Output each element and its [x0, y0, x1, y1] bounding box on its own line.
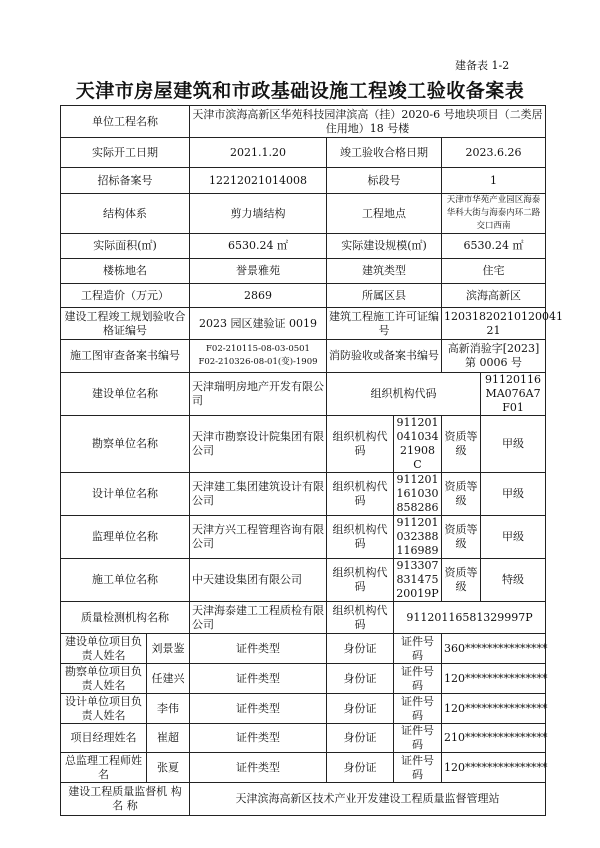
person-role: 建设单位项目负责人姓名	[61, 634, 147, 664]
row-builder	[61, 373, 546, 416]
label-district: 所属区县	[327, 284, 442, 308]
label-acceptance-date: 竣工验收合格日期	[327, 138, 442, 168]
value-drawing	[190, 340, 327, 373]
label-quality-test: 质量检测机构名称	[61, 602, 190, 634]
value-structure: 剪力墙结构	[190, 194, 327, 234]
label-cost: 工程造价（万元）	[61, 284, 190, 308]
label-tender: 招标备案号	[61, 168, 190, 194]
value-design-qual: 甲级	[481, 473, 546, 516]
cert-type-label: 证件类型	[190, 724, 327, 753]
cert-type-value: 身份证	[327, 753, 394, 783]
label-project-unit: 单位工程名称	[61, 106, 190, 138]
cert-no-value: 360***************	[442, 634, 546, 664]
value-planning: 2023 园区建验证 0019	[190, 308, 327, 340]
row-drawing	[61, 340, 546, 373]
value-supervision-qual: 甲级	[481, 516, 546, 559]
label-supervision: 监理单位名称	[61, 516, 190, 559]
label-construction-qual: 资质等级	[442, 559, 481, 602]
value-premises: 誉景雅苑	[190, 259, 327, 284]
row-premises	[61, 259, 546, 284]
cert-no-value: 120***************	[442, 694, 546, 724]
value-location: 天津市华苑产业园区海泰华科大街与海泰内环二路交口西南	[442, 194, 546, 234]
row-construction	[61, 559, 546, 602]
label-design-qual: 资质等级	[442, 473, 481, 516]
value-start-date: 2021.1.20	[190, 138, 327, 168]
value-tender: 12212021014008	[190, 168, 327, 194]
label-survey-code: 组织机构代码	[327, 416, 394, 473]
person-name: 李伟	[147, 694, 190, 724]
cert-type-value: 身份证	[327, 724, 394, 753]
value-supervision-code: 911201032388116989	[394, 516, 442, 559]
cert-no-value: 210***************	[442, 724, 546, 753]
cert-type-label: 证件类型	[190, 753, 327, 783]
row-supervision-station	[61, 783, 546, 816]
value-drawing-line1: F02-210115-08-03-0501	[206, 344, 310, 354]
value-section: 1	[442, 168, 546, 194]
label-construction: 施工单位名称	[61, 559, 190, 602]
label-design-code: 组织机构代码	[327, 473, 394, 516]
label-survey: 勘察单位名称	[61, 416, 190, 473]
row-start-date	[61, 138, 546, 168]
cert-no-label: 证件号码	[394, 724, 442, 753]
label-supervision-code: 组织机构代码	[327, 516, 394, 559]
cert-type-label: 证件类型	[190, 634, 327, 664]
cert-type-value: 身份证	[327, 694, 394, 724]
person-name: 任建兴	[147, 664, 190, 694]
label-quality-test-code: 组织机构代码	[327, 602, 394, 634]
value-cost: 2869	[190, 284, 327, 308]
person-row	[61, 724, 546, 753]
label-location: 工程地点	[327, 194, 442, 234]
label-supervision-qual: 资质等级	[442, 516, 481, 559]
value-builder-code: 91120116MA076A7F01	[481, 373, 546, 416]
person-row	[61, 753, 546, 783]
value-acceptance-date: 2023.6.26	[442, 138, 546, 168]
label-supervision-station: 建设工程质量监督机 构 名 称	[61, 783, 190, 816]
cert-type-value: 身份证	[327, 634, 394, 664]
cert-no-label: 证件号码	[394, 694, 442, 724]
value-quality-test-code: 91120116581329997P	[394, 602, 546, 634]
row-project-unit	[61, 106, 546, 138]
value-building-type: 住宅	[442, 259, 546, 284]
label-permit: 建筑工程施工许可证编号	[327, 308, 442, 340]
row-supervision	[61, 516, 546, 559]
cert-type-label: 证件类型	[190, 694, 327, 724]
cert-no-value: 120***************	[442, 664, 546, 694]
value-survey: 天津市勘察设计院集团有限公司	[190, 416, 327, 473]
value-scale: 6530.24 ㎡	[442, 234, 546, 259]
value-construction-qual: 特级	[481, 559, 546, 602]
value-district: 滨海高新区	[442, 284, 546, 308]
value-construction-code: 91330783147520019P	[394, 559, 442, 602]
value-fire: 高新消验字[2023]第 0006 号	[442, 340, 546, 373]
label-drawing: 施工图审查备案书编号	[61, 340, 190, 373]
row-area	[61, 234, 546, 259]
value-drawing-line2: F02-210326-08-01(变)-1909	[198, 357, 318, 367]
person-name: 刘景鉴	[147, 634, 190, 664]
value-project-unit: 天津市滨海高新区华苑科技园津滨高（挂）2020-6 号地块项目（二类居住用地）18 号楼	[190, 106, 546, 138]
page-title: 天津市房屋建筑和市政基础设施工程竣工验收备案表	[75, 80, 525, 102]
value-builder: 天津瑞明房地产开发有限公司	[190, 373, 327, 416]
label-design: 设计单位名称	[61, 473, 190, 516]
row-tender	[61, 168, 546, 194]
label-structure: 结构体系	[61, 194, 190, 234]
person-row	[61, 664, 546, 694]
label-fire: 消防验收或备案书编号	[327, 340, 442, 373]
row-survey	[61, 416, 546, 473]
label-premises: 楼栋地名	[61, 259, 190, 284]
value-construction: 中天建设集团有限公司	[190, 559, 327, 602]
label-section: 标段号	[327, 168, 442, 194]
person-role: 项目经理姓名	[61, 724, 147, 753]
value-supervision: 天津方兴工程管理咨询有限公司	[190, 516, 327, 559]
person-row	[61, 694, 546, 724]
cert-no-label: 证件号码	[394, 634, 442, 664]
row-quality-test	[61, 602, 546, 634]
filing-form-table	[60, 105, 563, 816]
value-design: 天津建工集团建筑设计有限公司	[190, 473, 327, 516]
form-code: 建备表 1-2	[455, 59, 510, 72]
cert-no-value: 120***************	[442, 753, 546, 783]
row-structure	[61, 194, 546, 234]
value-supervision-station: 天津滨海高新区技术产业开发建设工程质量监督管理站	[190, 783, 546, 816]
cert-no-label: 证件号码	[394, 664, 442, 694]
person-name: 崔超	[147, 724, 190, 753]
value-permit: 12031820210120041​21	[442, 308, 546, 340]
value-survey-qual: 甲级	[481, 416, 546, 473]
value-area: 6530.24 ㎡	[190, 234, 327, 259]
label-builder: 建设单位名称	[61, 373, 190, 416]
cert-type-label: 证件类型	[190, 664, 327, 694]
person-role: 勘察单位项目负责人姓名	[61, 664, 147, 694]
label-scale: 实际建设规模(㎡)	[327, 234, 442, 259]
person-role: 设计单位项目负责人姓名	[61, 694, 147, 724]
label-construction-code: 组织机构代码	[327, 559, 394, 602]
person-role: 总监理工程师姓名	[61, 753, 147, 783]
cert-type-value: 身份证	[327, 664, 394, 694]
cert-no-label: 证件号码	[394, 753, 442, 783]
value-quality-test: 天津海泰建工工程质检有限公司	[190, 602, 327, 634]
label-builder-code: 组织机构代码	[327, 373, 481, 416]
person-name: 张夏	[147, 753, 190, 783]
label-survey-qual: 资质等级	[442, 416, 481, 473]
row-planning	[61, 308, 546, 340]
value-survey-code: 91120104103421908C	[394, 416, 442, 473]
value-design-code: 911201161030858286	[394, 473, 442, 516]
person-row	[61, 634, 546, 664]
row-cost	[61, 284, 546, 308]
label-building-type: 建筑类型	[327, 259, 442, 284]
label-planning: 建设工程竣工规划验收合格证编号	[61, 308, 190, 340]
label-area: 实际面积(㎡)	[61, 234, 190, 259]
row-design	[61, 473, 546, 516]
label-start-date: 实际开工日期	[61, 138, 190, 168]
